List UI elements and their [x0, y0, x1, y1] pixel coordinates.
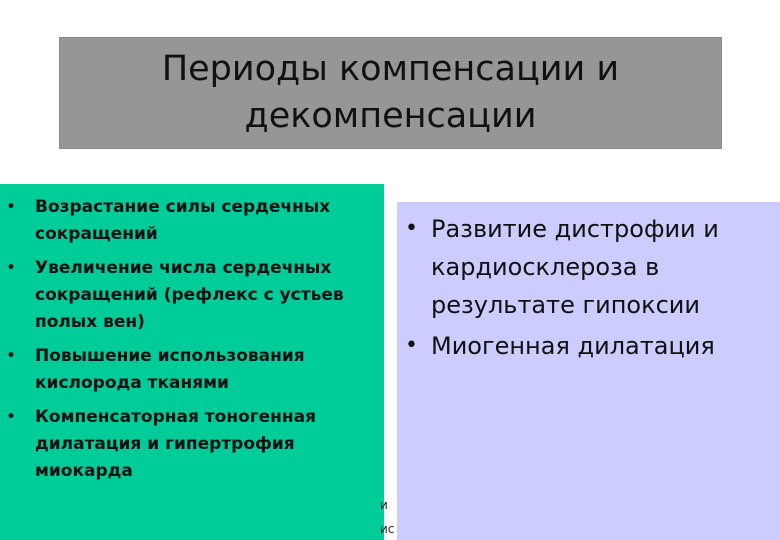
- slide-title-box: [59, 37, 722, 149]
- slide-title: Периоды компенсации и декомпенсации: [161, 49, 620, 136]
- list-item-text: Компенсаторная тоногенная дилатация и гипертрофия миокарда: [35, 407, 317, 481]
- list-item: [0, 194, 370, 248]
- compensation-list: [0, 194, 370, 492]
- decompensation-list: [397, 210, 772, 368]
- list-item: [0, 343, 370, 397]
- list-item: [0, 255, 370, 336]
- list-item-text: Миогенная дилатация: [431, 332, 715, 360]
- footer-fragment: ис: [380, 522, 395, 536]
- bullet-icon: •: [405, 216, 418, 241]
- list-item: [397, 327, 772, 365]
- list-item-text: Возрастание силы сердечных сокращений: [35, 197, 331, 244]
- list-item-text: Повышение использования кислорода тканями: [35, 346, 305, 393]
- list-item-text: Увеличение числа сердечных сокращений (рефлекс с устьев полых вен): [35, 258, 344, 332]
- compensation-panel: [0, 184, 384, 540]
- bullet-icon: •: [6, 258, 17, 278]
- list-item-text: Развитие дистрофии и кардиосклероза в результате гипоксии: [431, 215, 719, 319]
- list-item: [0, 404, 370, 485]
- footer-fragment: и: [380, 498, 388, 512]
- bullet-icon: •: [405, 333, 418, 358]
- list-item: [397, 210, 772, 324]
- decompensation-panel: [397, 202, 780, 540]
- bullet-icon: •: [6, 407, 17, 427]
- bullet-icon: •: [6, 346, 17, 366]
- bullet-icon: •: [6, 197, 17, 217]
